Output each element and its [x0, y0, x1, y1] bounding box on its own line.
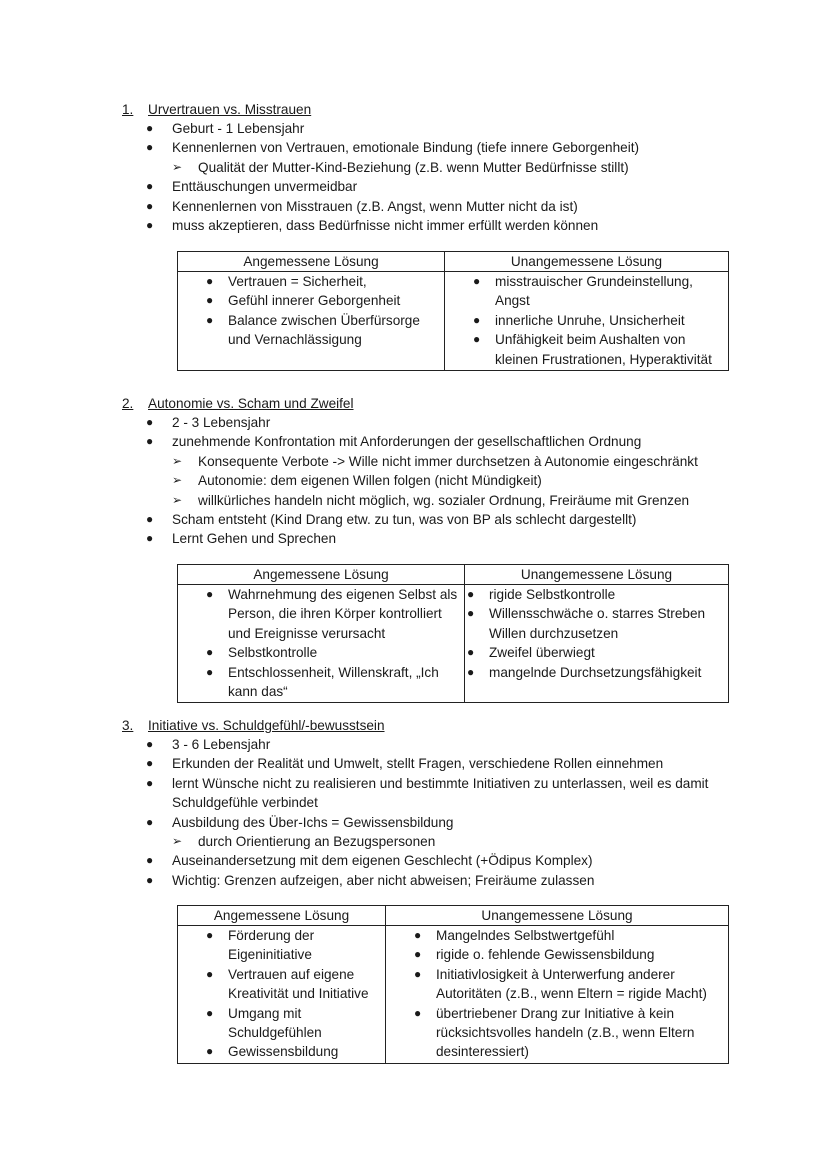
cell-text: innerliche Unruhe, Unsicherheit	[495, 312, 685, 328]
cell-bullet-item	[178, 585, 464, 643]
bullet-icon: ●	[467, 645, 475, 660]
cell-text: Entschlossenheit, Willenskraft, „Ich kann das“	[228, 664, 439, 700]
bullet-item	[0, 529, 828, 548]
bullet-icon: ●	[146, 853, 154, 868]
cell-text: Unfähigkeit beim Aushalten von kleinen Frustrationen, Hyperaktivität	[495, 332, 712, 367]
bullet-icon: ●	[414, 966, 422, 981]
cell-angemessen	[178, 926, 386, 1064]
cell-text: misstrauischer Grundeinstellung, Angst	[495, 274, 693, 309]
cell-bullet-item	[178, 291, 444, 310]
bullet-icon: ●	[146, 434, 154, 449]
table-row	[178, 926, 729, 1064]
bullet-icon: ●	[206, 293, 214, 308]
bullet-icon: ●	[146, 121, 154, 135]
cell-text: Vertrauen auf eigene Kreativität und Initiative	[228, 966, 369, 1002]
sub-bullet-item	[0, 158, 828, 177]
bullet-item	[0, 119, 828, 138]
cell-bullet-list	[178, 272, 444, 350]
cell-text: Selbstkontrolle	[228, 645, 318, 661]
bullet-text: Ausbildung des Über-Ichs = Gewissensbildung	[172, 814, 454, 830]
arrow-icon: ➢	[172, 834, 183, 849]
table-header-row	[178, 906, 729, 926]
bullet-text: Erkunden der Realität und Umwelt, stellt Fragen, verschiedene Rollen einnehmen	[172, 756, 664, 772]
table-row	[178, 272, 729, 371]
section-number: 3.	[122, 718, 134, 733]
cell-text: Gewissensbildung	[228, 1044, 339, 1060]
cell-bullet-item	[178, 643, 464, 662]
bullet-text: Auseinandersetzung mit dem eigenen Geschlecht (+Ödipus Komplex)	[172, 853, 593, 869]
bullet-icon: ●	[206, 645, 214, 660]
cell-text: rigide Selbstkontrolle	[489, 587, 616, 602]
bullet-icon: ●	[146, 531, 154, 546]
bullet-text: Lernt Gehen und Sprechen	[172, 531, 337, 547]
bullet-icon: ●	[467, 664, 475, 679]
table-header-row	[178, 565, 729, 585]
cell-bullet-item	[178, 1004, 385, 1043]
cell-bullet-item	[445, 272, 728, 311]
cell-bullet-item	[178, 663, 464, 702]
bullet-item	[0, 197, 828, 216]
header-unangemessen: Unangemessene Lösung	[465, 565, 729, 585]
cell-bullet-list	[178, 585, 464, 701]
bullet-item	[0, 774, 828, 813]
bullet-text: Enttäuschungen unvermeidbar	[172, 179, 358, 195]
bullet-icon: ●	[146, 179, 154, 194]
bullet-icon: ●	[146, 872, 154, 887]
cell-bullet-item	[465, 663, 728, 682]
table-header-row	[178, 252, 729, 272]
cell-bullet-item	[445, 330, 728, 369]
section-number: 2.	[122, 396, 134, 411]
cell-text: Wahrnehmung des eigenen Selbst als Person, die ihren Körper kontrolliert und Ereignisse verursacht	[228, 587, 458, 641]
bullet-icon: ●	[206, 274, 214, 288]
bullet-icon: ●	[146, 218, 154, 233]
bullet-icon: ●	[146, 814, 154, 829]
cell-bullet-item	[465, 643, 728, 662]
bullet-item	[0, 138, 828, 157]
arrow-icon: ➢	[172, 492, 183, 507]
bullet-icon: ●	[206, 587, 214, 601]
bullet-icon: ●	[473, 312, 481, 327]
section-title: Autonomie vs. Scham und Zweifel	[148, 396, 354, 411]
bullet-text: willkürliches handeln nicht möglich, wg. sozialer Ordnung, Freiräume mit Grenzen	[198, 492, 690, 508]
bullet-item	[0, 177, 828, 196]
header-angemessen: Angemessene Lösung	[178, 906, 386, 926]
cell-text: Willensschwäche o. starres Streben Willen durchzusetzen	[489, 606, 706, 641]
cell-text: rigide o. fehlende Gewissensbildung	[436, 947, 655, 963]
bullet-icon: ●	[473, 274, 481, 288]
bullet-icon: ●	[473, 332, 481, 347]
bullet-text: durch Orientierung an Bezugspersonen	[198, 834, 436, 850]
bullet-icon: ●	[206, 312, 214, 327]
cell-text: Balance zwischen Überfürsorge und Vernachlässigung	[228, 312, 420, 348]
cell-text: Vertrauen = Sicherheit,	[228, 274, 367, 289]
bullet-list	[0, 735, 828, 890]
section-number: 1.	[122, 102, 134, 117]
bullet-item	[0, 216, 828, 235]
section-heading	[122, 100, 311, 119]
cell-bullet-list	[465, 585, 728, 682]
cell-text: übertriebener Drang zur Initiative à kein rücksichtsvolles handeln (z.B., wenn Eltern desinteressiert)	[436, 1005, 695, 1060]
bullet-text: Qualität der Mutter-Kind-Beziehung (z.B. wenn Mutter Bedürfnisse stillt)	[198, 159, 629, 175]
cell-bullet-list	[386, 926, 728, 1062]
bullet-item	[0, 510, 828, 529]
bullet-icon: ●	[146, 737, 154, 751]
sub-bullet-item	[0, 452, 828, 471]
bullet-icon: ●	[414, 1005, 422, 1020]
bullet-icon: ●	[206, 1044, 214, 1059]
solution-table	[177, 564, 729, 703]
bullet-icon: ●	[414, 928, 422, 942]
cell-bullet-item	[465, 604, 728, 643]
arrow-icon: ➢	[172, 453, 183, 468]
header-unangemessen: Unangemessene Lösung	[445, 252, 729, 272]
bullet-text: Kennenlernen von Vertrauen, emotionale Bindung (tiefe innere Geborgenheit)	[172, 140, 640, 156]
bullet-list	[0, 119, 828, 235]
bullet-icon: ●	[146, 140, 154, 155]
cell-unangemessen	[465, 585, 729, 703]
bullet-icon: ●	[206, 966, 214, 981]
bullet-text: 3 - 6 Lebensjahr	[172, 737, 271, 752]
bullet-list	[0, 413, 828, 549]
cell-bullet-item	[178, 965, 385, 1004]
bullet-icon: ●	[146, 775, 154, 790]
cell-angemessen	[178, 585, 465, 703]
cell-bullet-item	[445, 311, 728, 330]
bullet-text: lernt Wünsche nicht zu realisieren und bestimmte Initiativen zu unterlassen, weil es damit Schuldgefühle verbindet	[172, 775, 709, 811]
bullet-text: 2 - 3 Lebensjahr	[172, 415, 271, 430]
bullet-text: zunehmende Konfrontation mit Anforderungen der gesellschaftlichen Ordnung	[172, 434, 642, 450]
bullet-icon: ●	[206, 1005, 214, 1020]
bullet-item	[0, 851, 828, 870]
cell-bullet-item	[178, 1042, 385, 1061]
header-angemessen: Angemessene Lösung	[178, 252, 445, 272]
bullet-item	[0, 871, 828, 890]
cell-unangemessen	[445, 272, 729, 371]
bullet-text: muss akzeptieren, dass Bedürfnisse nicht immer erfüllt werden können	[172, 218, 599, 234]
bullet-icon: ●	[146, 198, 154, 213]
bullet-item	[0, 413, 828, 432]
cell-bullet-item	[178, 926, 385, 965]
cell-bullet-item	[178, 272, 444, 291]
bullet-icon: ●	[146, 415, 154, 429]
bullet-icon: ●	[467, 587, 475, 601]
section-heading	[122, 716, 385, 735]
cell-text: Initiativlosigkeit à Unterwerfung anderer Autoritäten (z.B., wenn Eltern = rigide Macht)	[436, 966, 707, 1002]
bullet-icon: ●	[414, 947, 422, 962]
cell-bullet-list	[445, 272, 728, 369]
bullet-icon: ●	[146, 756, 154, 771]
bullet-icon: ●	[206, 664, 214, 679]
cell-text: mangelnde Durchsetzungsfähigkeit	[489, 664, 702, 680]
bullet-text: Kennenlernen von Misstrauen (z.B. Angst, wenn Mutter nicht da ist)	[172, 198, 578, 214]
bullet-text: Wichtig: Grenzen aufzeigen, aber nicht abweisen; Freiräume zulassen	[172, 872, 595, 888]
section-title: Initiative vs. Schuldgefühl/-bewusstsein	[148, 718, 385, 733]
bullet-item	[0, 735, 828, 754]
header-unangemessen: Unangemessene Lösung	[386, 906, 729, 926]
cell-bullet-item	[178, 311, 444, 350]
bullet-icon: ●	[206, 928, 214, 942]
cell-text: Umgang mit Schuldgefühlen	[228, 1005, 322, 1041]
cell-unangemessen	[386, 926, 729, 1064]
cell-angemessen	[178, 272, 445, 371]
cell-bullet-item	[386, 945, 728, 964]
bullet-icon: ●	[146, 512, 154, 527]
solution-table	[177, 905, 729, 1064]
bullet-item	[0, 754, 828, 773]
sub-bullet-item	[0, 491, 828, 510]
bullet-text: Konsequente Verbote -> Wille nicht immer durchsetzen à Autonomie eingeschränkt	[198, 453, 698, 469]
header-angemessen: Angemessene Lösung	[178, 565, 465, 585]
bullet-text: Autonomie: dem eigenen Willen folgen (nicht Mündigkeit)	[198, 473, 542, 489]
cell-text: Gefühl innerer Geborgenheit	[228, 293, 401, 309]
cell-text: Förderung der Eigeninitiative	[228, 928, 315, 963]
section-heading	[122, 394, 354, 413]
bullet-item	[0, 432, 828, 451]
section-title: Urvertrauen vs. Misstrauen	[148, 102, 312, 117]
cell-bullet-item	[386, 926, 728, 945]
cell-bullet-item	[386, 965, 728, 1004]
arrow-icon: ➢	[172, 473, 183, 488]
bullet-text: Geburt - 1 Lebensjahr	[172, 121, 305, 136]
solution-table	[177, 251, 729, 371]
cell-bullet-item	[386, 1004, 728, 1062]
cell-bullet-list	[178, 926, 385, 1062]
cell-text: Zweifel überwiegt	[489, 645, 595, 661]
table-row	[178, 585, 729, 703]
cell-bullet-item	[465, 585, 728, 604]
sub-bullet-item	[0, 471, 828, 490]
sub-bullet-item	[0, 832, 828, 851]
arrow-icon: ➢	[172, 159, 183, 174]
bullet-text: Scham entsteht (Kind Drang etw. zu tun, was von BP als schlecht dargestellt)	[172, 512, 637, 528]
cell-text: Mangelndes Selbstwertgefühl	[436, 928, 615, 943]
bullet-item	[0, 813, 828, 832]
bullet-icon: ●	[467, 606, 475, 621]
